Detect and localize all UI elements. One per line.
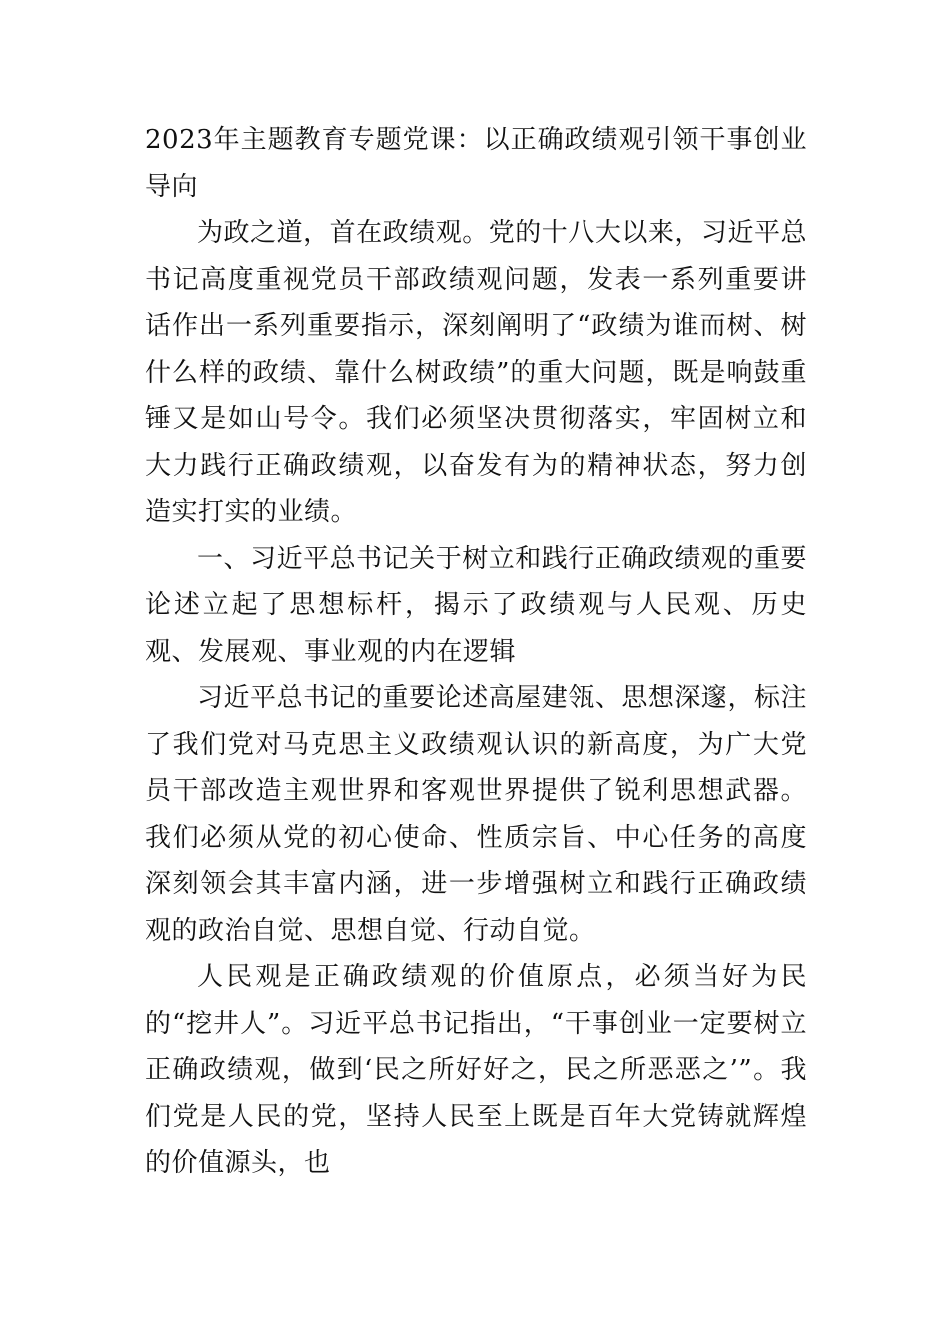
paragraph-section-one: 习近平总书记的重要论述高屋建瓴、思想深邃，标注了我们党对马克思主义政绩观认识的新高度，为广大党员干部改造主观世界和客观世界提供了锐利思想武器。我们必须从党的初心使命、性质宗旨、中心任务的高度深刻领会其丰富内涵，进一步增强树立和践行正确政绩观的政治自觉、思想自觉、行动自觉。 (145, 683, 807, 946)
document-body (145, 117, 807, 1187)
paragraph-people-view: 人民观是正确政绩观的价值原点，必须当好为民的“挖井人”。习近平总书记指出，“干事创业一定要树立正确政绩观，做到‘民之所好好之，民之所恶恶之’”。我们党是人民的党，坚持人民至上既是百年大党铸就辉煌的价值源头，也 (145, 962, 807, 1178)
document-title: 2023年主题教育专题党课：以正确政绩观引领干事创业导向 (145, 125, 807, 202)
section-heading-one: 一、习近平总书记关于树立和践行正确政绩观的重要论述立起了思想标杆，揭示了政绩观与人民观、历史观、发展观、事业观的内在逻辑 (145, 543, 807, 667)
paragraph-intro: 为政之道，首在政绩观。党的十八大以来，习近平总书记高度重视党员干部政绩观问题，发表一系列重要讲话作出一系列重要指示，深刻阐明了“政绩为谁而树、树什么样的政绩、靠什么树政绩”的重大问题，既是响鼓重锤又是如山号令。我们必须坚决贯彻落实，牢固树立和大力践行正确政绩观，以奋发有为的精神状态，努力创造实打实的业绩。 (145, 218, 807, 527)
